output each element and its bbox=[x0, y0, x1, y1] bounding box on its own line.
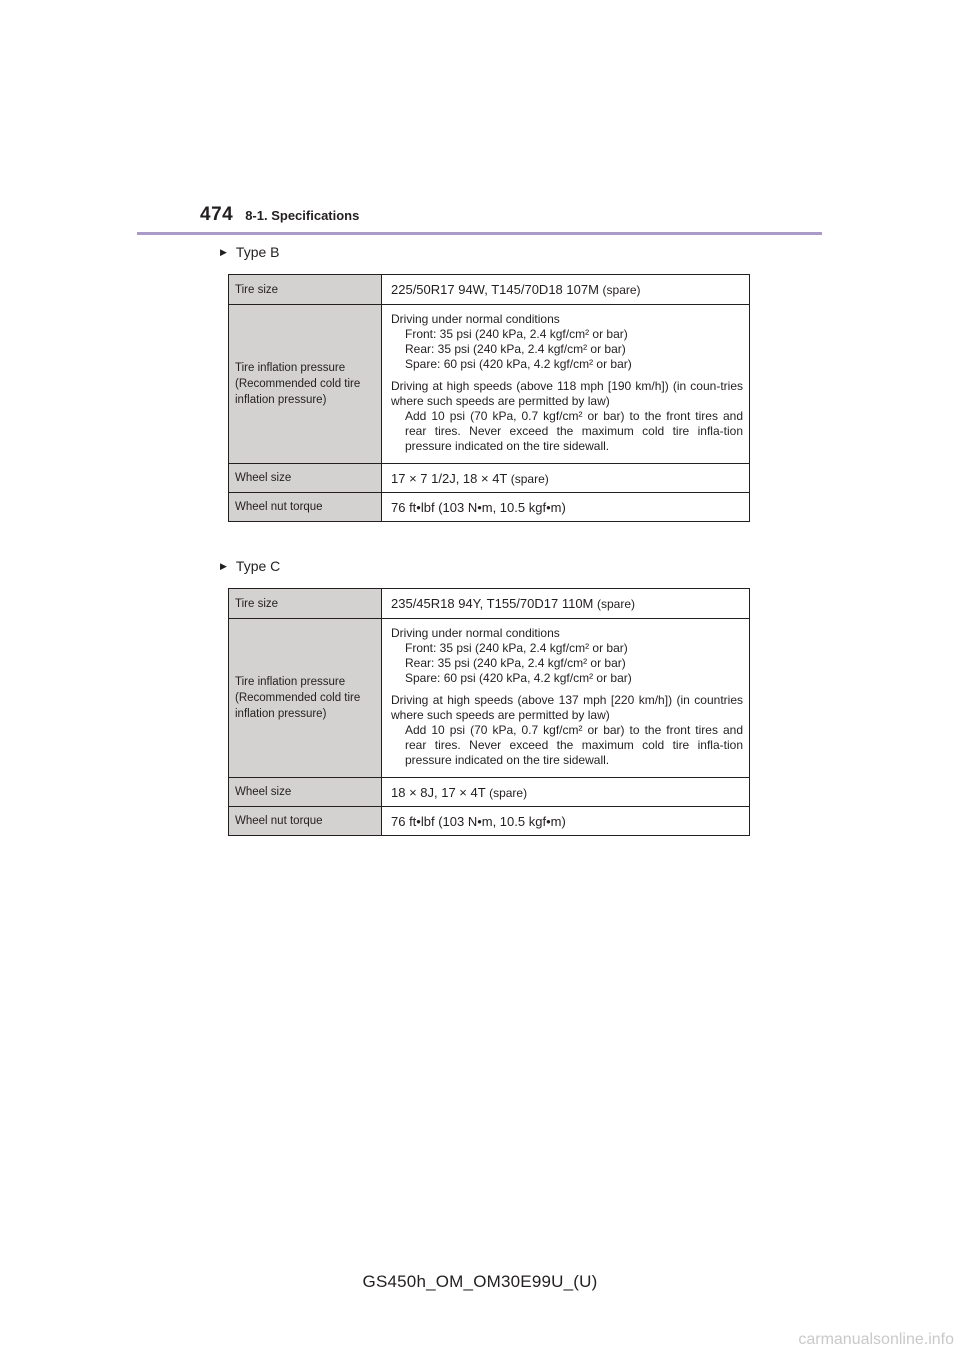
document-code: GS450h_OM_OM30E99U_(U) bbox=[362, 1272, 598, 1291]
section-title: 8-1. Specifications bbox=[245, 208, 360, 223]
type-c-label: Type C bbox=[235, 558, 281, 574]
torque-value: 76 ft•lbf (103 N•m, 10.5 kgf•m) bbox=[382, 807, 750, 836]
high-speed-title: Driving at high speeds (above 137 mph [220 km/h]) (in countries where such speeds are permitted by law) bbox=[391, 693, 743, 722]
type-b-spec-table bbox=[228, 274, 750, 522]
header-divider bbox=[137, 232, 822, 235]
pressure-value bbox=[382, 305, 750, 464]
type-c-heading bbox=[220, 558, 280, 574]
table-row bbox=[229, 275, 750, 305]
wheel-size-label: Wheel size bbox=[229, 464, 382, 493]
tire-size-value bbox=[382, 275, 750, 305]
type-b-heading bbox=[220, 244, 280, 260]
high-speed-text: Add 10 psi (70 kPa, 0.7 kgf/cm² or bar) to the front tires and rear tires. Never exceed the maximum cold tire infla-tion pressure indicated on the tire sidewall. bbox=[405, 723, 743, 767]
wheel-size-text: 18 × 8J, 17 × 4T bbox=[391, 784, 486, 800]
watermark: carmanualsonline.info bbox=[798, 1331, 954, 1348]
spare-pressure: Spare: 60 psi (420 kPa, 4.2 kgf/cm² or bar) bbox=[405, 357, 632, 371]
table-row bbox=[229, 778, 750, 807]
rear-pressure: Rear: 35 psi (240 kPa, 2.4 kgf/cm² or bar) bbox=[405, 656, 626, 670]
wheel-size-label: Wheel size bbox=[229, 778, 382, 807]
type-b-label: Type B bbox=[235, 244, 280, 260]
table-row bbox=[229, 807, 750, 836]
wheel-size-text: 17 × 7 1/2J, 18 × 4T bbox=[391, 470, 508, 486]
tire-size-label: Tire size bbox=[229, 589, 382, 619]
tire-size-value bbox=[382, 589, 750, 619]
high-speed-text: Add 10 psi (70 kPa, 0.7 kgf/cm² or bar) to the front tires and rear tires. Never exceed the maximum cold tire infla-tion pressure indicated on the tire sidewall. bbox=[405, 409, 743, 453]
pressure-label: Tire inflation pressure (Recommended cold tire inflation pressure) bbox=[229, 305, 382, 464]
front-pressure: Front: 35 psi (240 kPa, 2.4 kgf/cm² or bar) bbox=[405, 327, 628, 341]
spare-note: (spare) bbox=[489, 785, 528, 800]
triangle-bullet-icon: ▶ bbox=[220, 246, 227, 257]
rear-pressure: Rear: 35 psi (240 kPa, 2.4 kgf/cm² or bar) bbox=[405, 342, 626, 356]
type-c-spec-table bbox=[228, 588, 750, 836]
spare-note: (spare) bbox=[602, 283, 641, 297]
pressure-label: Tire inflation pressure (Recommended cold tire inflation pressure) bbox=[229, 619, 382, 778]
pressure-value bbox=[382, 619, 750, 778]
torque-value: 76 ft•lbf (103 N•m, 10.5 kgf•m) bbox=[382, 493, 750, 522]
triangle-bullet-icon: ▶ bbox=[220, 560, 227, 571]
table-row bbox=[229, 619, 750, 778]
torque-label: Wheel nut torque bbox=[229, 493, 382, 522]
spare-note: (spare) bbox=[597, 597, 636, 611]
table-row bbox=[229, 464, 750, 493]
table-row bbox=[229, 589, 750, 619]
tire-size-label: Tire size bbox=[229, 275, 382, 305]
table-row bbox=[229, 493, 750, 522]
page-number: 474 bbox=[200, 204, 234, 225]
tire-size-text: 225/50R17 94W, T145/70D18 107M bbox=[391, 282, 599, 297]
spare-pressure: Spare: 60 psi (420 kPa, 4.2 kgf/cm² or bar) bbox=[405, 671, 632, 685]
front-pressure: Front: 35 psi (240 kPa, 2.4 kgf/cm² or bar) bbox=[405, 641, 628, 655]
page-header bbox=[200, 204, 359, 226]
spare-note: (spare) bbox=[510, 471, 549, 486]
table-row bbox=[229, 305, 750, 464]
tire-size-text: 235/45R18 94Y, T155/70D17 110M bbox=[391, 596, 594, 611]
wheel-size-value bbox=[382, 778, 750, 807]
normal-conditions-title: Driving under normal conditions bbox=[391, 312, 560, 326]
torque-label: Wheel nut torque bbox=[229, 807, 382, 836]
wheel-size-value bbox=[382, 464, 750, 493]
normal-conditions-title: Driving under normal conditions bbox=[391, 626, 560, 640]
high-speed-title: Driving at high speeds (above 118 mph [190 km/h]) (in coun-tries where such speeds are permitted by law) bbox=[391, 379, 743, 408]
